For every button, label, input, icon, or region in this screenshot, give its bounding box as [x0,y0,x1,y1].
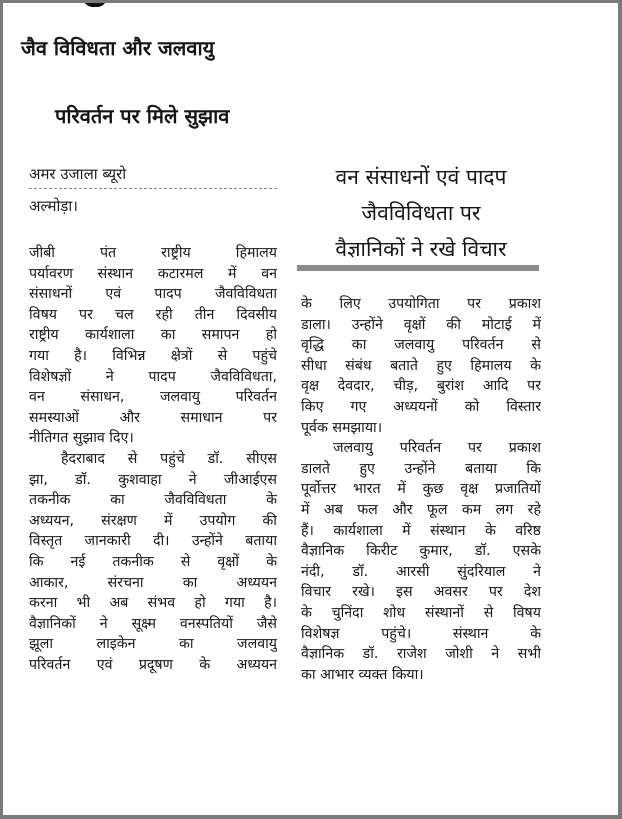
body-line: विषय पर चल रही तीन दिवसीय [29,306,277,323]
body-line: सीधा संबंध बताते हुए हिमालय के [301,357,541,374]
body-line: वैज्ञानिक किरीट कुमार, डॉ. एसके [301,543,541,560]
body-line: वैज्ञानिकों ने सूक्ष्म वनस्पतियों जैसे [29,615,277,632]
body-line: अध्ययन, संरक्षण में उपयोग की [29,512,277,529]
subheading [299,159,543,267]
body-line: नंदी, डॉ. आरसी सुंदरियाल ने [301,563,541,580]
body-line: के लिए उपयोगिता पर प्रकाश [301,296,541,312]
body-line: विचार रखे। इस अवसर पर देश [301,584,541,601]
headline-line-2: परिवर्तन पर मिले सुझाव [55,104,230,128]
body-line: पूर्वोत्तर भारत में कुछ वृक्ष प्रजातियों [301,481,541,498]
body-line: हैदराबाद से पहुंचे डॉ. सीएस [61,450,277,467]
body-line: विशेषज्ञ पहुंचे। संस्थान के [301,625,541,642]
body-line: का आभार व्यक्त किया। [301,666,424,683]
body-line: वैज्ञानिक डॉ. राजेश जोशी ने सभी [301,646,541,663]
body-line: नीतिगत सुझाव दिए। [29,430,134,447]
dateline: अल्मोड़ा। [29,197,78,215]
body-line: जलवायु परिवर्तन पर प्रकाश [333,440,541,457]
body-line: में अब फल और फूल कम लग रहे [301,501,541,518]
body-line: करना भी अब संभव हो गया है। [29,595,277,612]
body-line: पर्यावरण संस्थान कटारमल में वन [29,265,277,282]
headline-line-1: जैव विविधता और जलवायु [21,36,215,60]
body-line: परिवर्तन एवं प्रदूषण के अध्ययन [29,656,277,673]
body-line: विशेषज्ञों ने पादप जैवविविधता, [29,368,277,385]
body-line: गया है। विभिन्न क्षेत्रों से पहुंचे [29,347,277,364]
body-line: विस्तृत जानकारी दी। उन्होंने बताया [29,533,277,550]
body-column-left [29,243,277,675]
body-line: कि नई तकनीक से वृक्षों के [29,553,277,570]
body-column-right [301,294,541,685]
body-line: समस्याओं और समाधान पर [29,409,277,426]
body-line: जीबी पंत राष्ट्रीय हिमालय [29,245,277,261]
subheading-underline-bar [297,265,539,271]
body-line: झा, डॉ. कुशवाहा ने जीआईएस [29,471,277,488]
subheading-line-2: जैवविविधता पर [361,201,481,225]
body-line: राष्ट्रीय कार्यशाला का समापन हो [29,327,277,344]
body-line: पूर्वक समझाया। [301,419,383,436]
body-line: वृक्ष देवदार, चीड़, बुरांश आदि पर [301,378,541,395]
body-line: डाला। उन्होंने वृक्षों की मोटाई में [301,316,541,333]
body-line: डालते हुए उन्होंने बताया कि [301,460,541,477]
body-line: आकार, संरचना का अध्ययन [29,574,277,591]
subheading-line-3: वैज्ञानिकों ने रखे विचार [335,237,507,261]
body-line: हैं। कार्यशाला में संस्थान के वरिष्ठ [301,522,541,539]
body-line: वन संसाधन, जलवायु परिवर्तन [29,389,277,406]
body-line: तकनीक का जैवविविधता के [29,492,277,509]
body-line: झूला लाइकेन का जलवायु [29,636,277,653]
byline: अमर उजाला ब्यूरो [29,163,277,189]
subheading-line-1: वन संसाधनों एवं पादप [335,165,507,189]
body-line: किए गए अध्ययनों को विस्तार [301,398,541,415]
body-line: संसाधनों एवं पादप जैवविविधता [29,286,277,303]
body-line: वृद्धि का जलवायु परिवर्तन से [301,337,541,354]
decorative-mark [83,0,107,7]
body-line: के चुनिंदा शोध संस्थानों से विषय [301,604,541,621]
